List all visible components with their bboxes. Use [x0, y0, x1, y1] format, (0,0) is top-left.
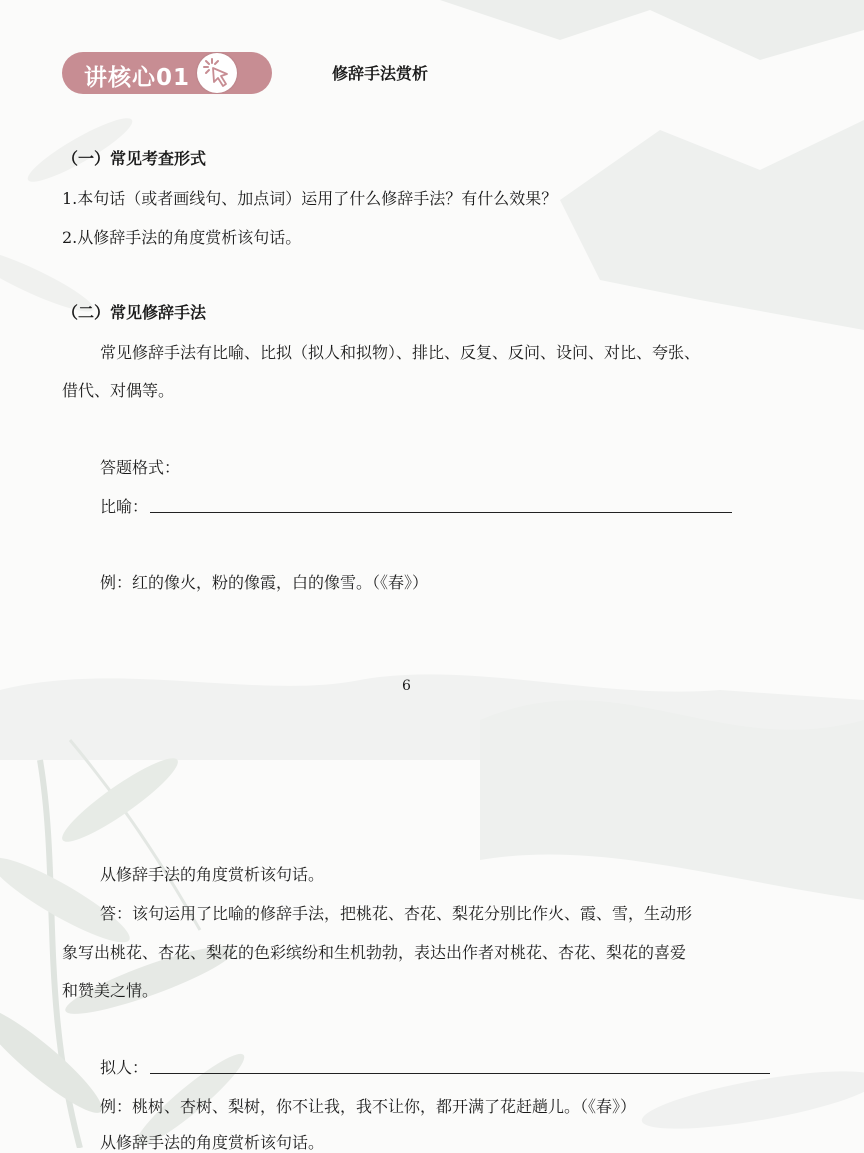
metaphor-label: 比喻： [100, 497, 149, 516]
metaphor-example: 例：红的像火，粉的像霞，白的像雪。（《春》） [100, 573, 429, 592]
answer-line-2: 象写出桃花、杏花、梨花的色彩缤纷和生机勃勃，表达出作者对桃花、杏花、梨花的喜爱 [62, 943, 687, 962]
answer-format-label: 答题格式： [100, 458, 181, 477]
badge-label: 讲核心01 [84, 65, 191, 91]
rhetoric-list-line2: 借代、对偶等。 [62, 381, 175, 400]
page-number: 6 [402, 678, 411, 694]
cursor-click-icon [197, 53, 237, 93]
section2-heading: （二）常见修辞手法 [62, 303, 207, 322]
metaphor-fill-line [150, 512, 732, 513]
section-badge [62, 52, 272, 94]
analysis-prompt: 从修辞手法的角度赏析该句话。 [100, 865, 325, 884]
answer-line-1: 答：该句运用了比喻的修辞手法，把桃花、杏花、梨花分别比作火、霞、雪，生动形 [100, 904, 693, 923]
question-item-2: 2.从修辞手法的角度赏析该句话。 [62, 228, 302, 247]
analysis-prompt-2: 从修辞手法的角度赏析该句话。 [100, 1133, 325, 1152]
section1-heading: （一）常见考查形式 [62, 149, 207, 168]
personification-fill-line [150, 1073, 770, 1074]
page-title: 修辞手法赏析 [332, 64, 429, 83]
personification-example: 例：桃树、杏树、梨树，你不让我，我不让你，都开满了花赶趟儿。（《春》） [100, 1097, 637, 1116]
question-item-1: 1.本句话（或者画线句、加点词）运用了什么修辞手法？有什么效果？ [62, 189, 558, 208]
rhetoric-list-line1: 常见修辞手法有比喻、比拟（拟人和拟物）、排比、反复、反问、设问、对比、夸张、 [100, 343, 701, 362]
personification-label: 拟人： [100, 1058, 149, 1077]
answer-line-3: 和赞美之情。 [62, 981, 159, 1000]
